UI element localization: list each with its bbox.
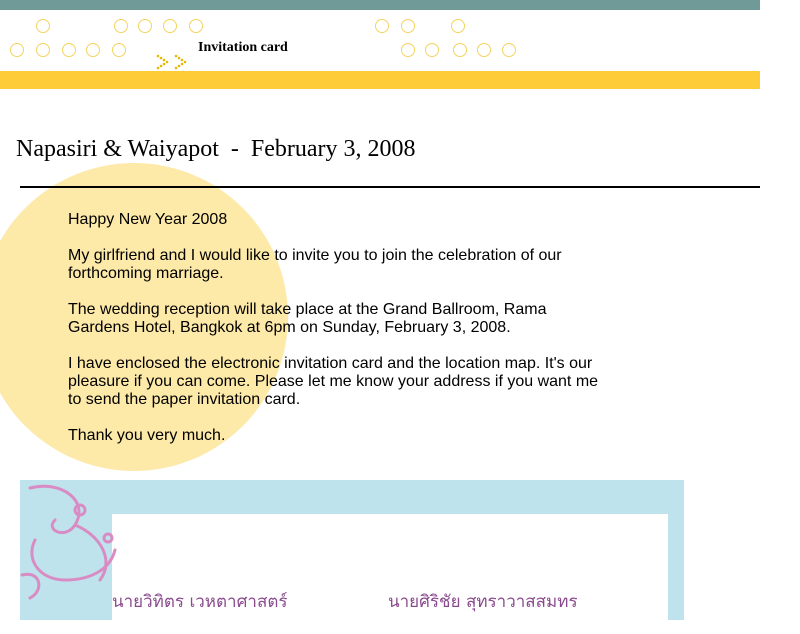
ring-circle-icon: [425, 43, 439, 57]
ring-circle-icon: [62, 43, 76, 57]
letter-paragraph: I have enclosed the electronic invitation card and the location map. It's our pleasure if you can come. Please let me know your address if you want me to send the paper invitation card.: [68, 355, 599, 408]
top-teal-strip: [0, 0, 760, 10]
ring-circle-icon: [114, 19, 128, 33]
ring-circle-icon: [112, 43, 126, 57]
ring-circle-icon: [189, 19, 203, 33]
letter-paragraph: My girlfriend and I would like to invite you to join the celebration of our forthcoming marriage.: [68, 247, 562, 282]
ring-circle-icon: [451, 19, 465, 33]
invitation-letter: [68, 211, 608, 463]
ring-circle-icon: [375, 19, 389, 33]
ring-circle-icon: [163, 19, 177, 33]
header-title: Invitation card: [198, 40, 288, 55]
ring-circle-icon: [502, 43, 516, 57]
card-groom-name: นายวิทิตร เวหตาศาสตร์: [112, 592, 288, 612]
ring-circle-icon: [401, 19, 415, 33]
ring-circle-icon: [453, 43, 467, 57]
ring-circle-icon: [138, 19, 152, 33]
letter-paragraph: The wedding reception will take place at the Grand Ballroom, Rama Gardens Hotel, Bangkok at 6pm on Sunday, February 3, 2008.: [68, 301, 547, 336]
pink-floral-swirl-icon: [20, 480, 140, 600]
letter-greeting: Happy New Year 2008: [68, 211, 228, 228]
ring-circle-icon: [10, 43, 24, 57]
ring-circle-icon: [86, 43, 100, 57]
heading-divider: [20, 186, 760, 188]
yellow-bar: [0, 71, 760, 89]
invitation-card-image: [20, 480, 684, 620]
card-inner-panel: [112, 514, 668, 634]
header-banner: [0, 10, 760, 71]
letter-closing: Thank you very much.: [68, 427, 226, 444]
ring-circle-icon: [36, 43, 50, 57]
ring-circle-icon: [36, 19, 50, 33]
ring-circle-icon: [477, 43, 491, 57]
page-heading: Napasiri & Waiyapot - February 3, 2008: [16, 136, 416, 162]
ring-circle-icon: [401, 43, 415, 57]
double-chevron-arrow-icon: [156, 53, 192, 71]
card-bride-name: นายศิริชัย สุทราวาสสมทร: [388, 592, 578, 612]
